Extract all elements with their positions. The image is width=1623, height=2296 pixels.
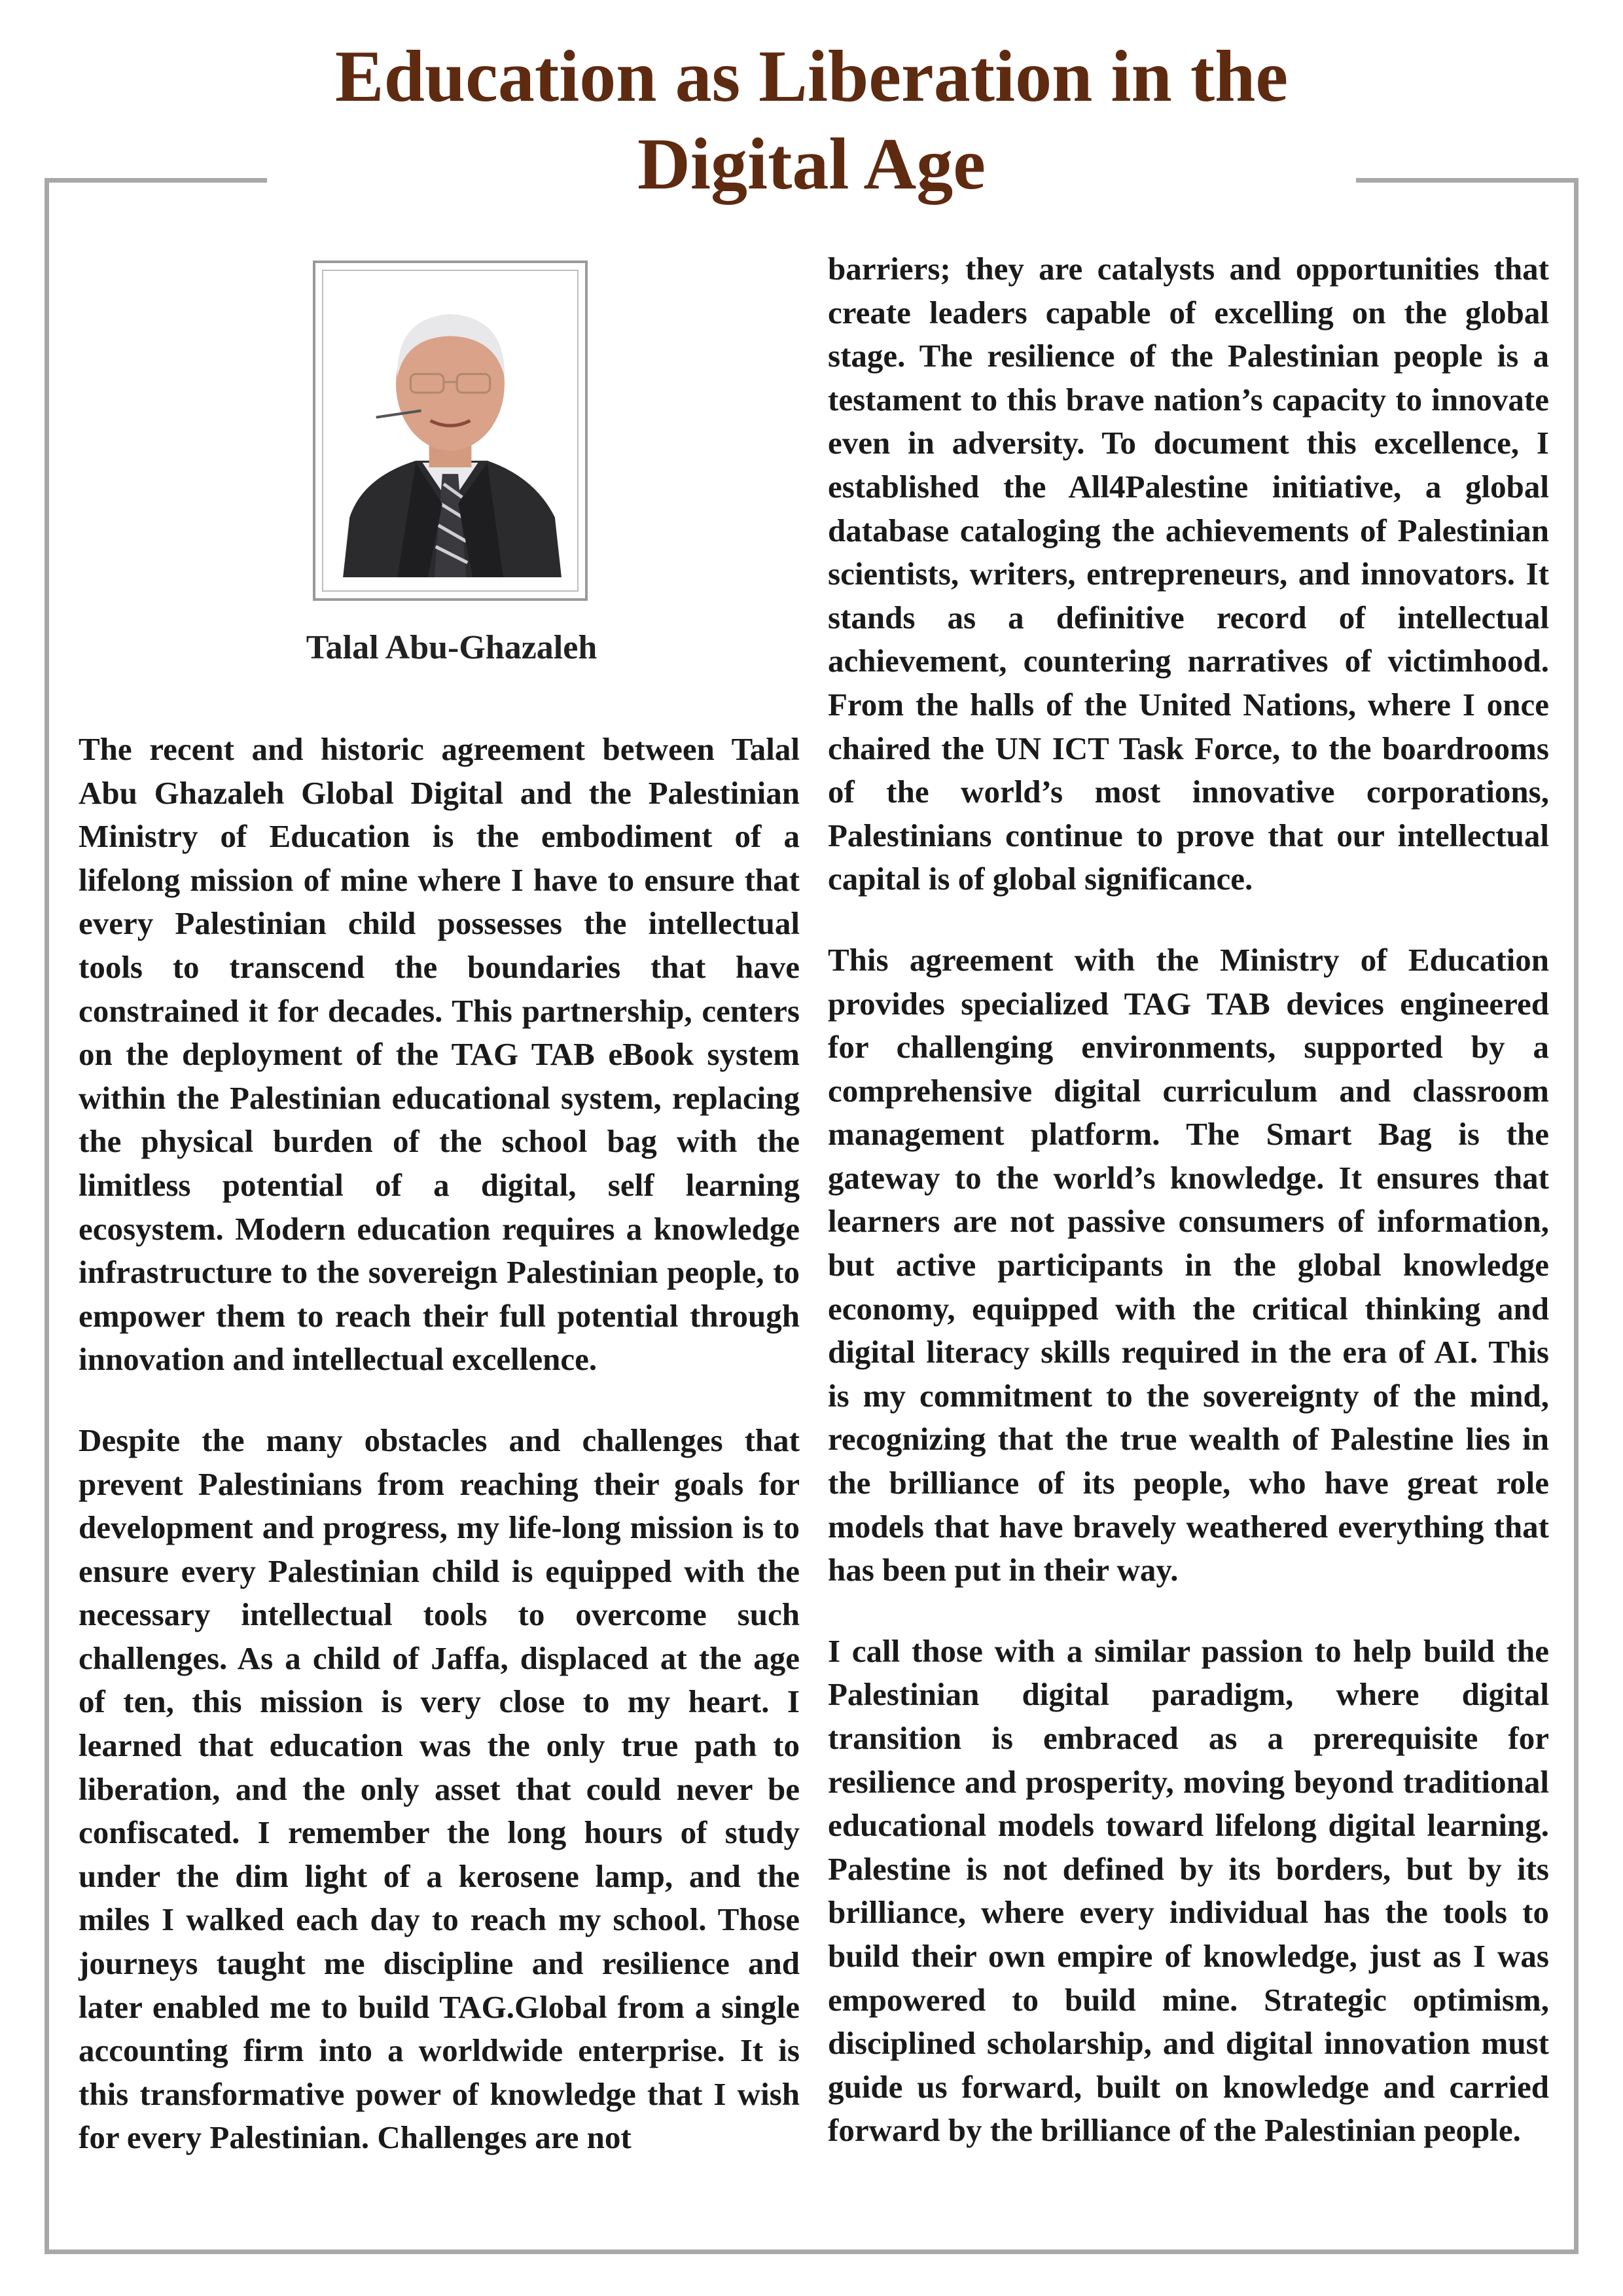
portrait-photo [336, 284, 564, 577]
paragraph: barriers; they are catalysts and opportunities that create leaders capable of excelling on the global stage. The resilience of the Palestinian people is a testament to this brave nation’s capacity to innovate even in adversity. To document this excellence, I established the All4Palestine initiative, a global database cataloging the achievements of Palestinian scientists, writers, entrepreneurs, and innovators. It stands as a definitive record of intellectual achievement, countering narratives of victimhood. From the halls of the United Nations, where I once chaired the UN ICT Task Force, to the boardrooms of the world’s most innovative corporations, Palestinians continue to prove that our intellectual capital is of global significance. [828, 251, 1549, 897]
page-border-top-right [1356, 178, 1578, 183]
paragraph: Despite the many obstacles and challenges that prevent Palestinians from reaching their goals for development and progress, my life-long mission is to ensure every Palestinian child is equipped with the necessary intellectual tools to overcome such challenges. As a child of Jaffa, displaced at the age of ten, this mission is very close to my heart. I learned that education was the only true path to liberation, and the only asset that could never be confiscated. I remember the long hours of study under the dim light of a kerosene lamp, and the miles I walked each day to reach my school. Those journeys taught me discipline and resilience and later enabled me to build TAG.Global from a single accounting firm into a worldwide enterprise. It is this transformative power of knowledge that I wish for every Palestinian. Challenges are not [79, 1422, 800, 2156]
portrait-caption: Talal Abu-Ghazaleh [306, 629, 597, 666]
paragraph: This agreement with the Ministry of Education provides specialized TAG TAB devices engineered for challenging environments, supported by a comprehensive digital curriculum and classroom management platform. The Smart Bag is the gateway to the world’s knowledge. It ensures that learners are not passive consumers of information, but active participants in the global knowledge economy, equipped with the critical thinking and digital literacy skills required in the era of AI. This is my commitment to the sovereignty of the mind, recognizing that the true wealth of Palestine lies in the brilliance of its people, who have great role models that have bravely weathered everything that has been put in their way. [828, 941, 1549, 1588]
paragraph: The recent and historic agreement between Talal Abu Ghazaleh Global Digital and the Palestinian Ministry of Education is the embodiment of a lifelong mission of mine where I have to ensure that every Palestinian child possesses the intellectual tools to transcend the boundaries that have constrained it for decades. This partnership, centers on the deployment of the TAG TAB eBook system within the Palestinian educational system, replacing the physical burden of the school bag with the limitless potential of a digital, self learning ecosystem. Modern education requires a knowledge infrastructure to the sovereign Palestinian people, to empower them to reach their full potential through innovation and intellectual excellence. [79, 731, 800, 1378]
portrait-inner [322, 270, 579, 592]
portrait-frame [313, 260, 588, 601]
left-column [79, 728, 800, 2160]
paragraph: I call those with a similar passion to help build the Palestinian digital paradigm, where digital transition is embraced as a prerequisite for resilience and prosperity, moving beyond traditional educational models toward lifelong digital learning. Palestine is not defined by its borders, but by its brilliance, where every individual has the tools to build their own empire of knowledge, just as I was empowered to build mine. Strategic optimism, disciplined scholarship, and digital innovation must guide us forward, built on knowledge and carried forward by the brilliance of the Palestinian people. [828, 1632, 1549, 2149]
right-column [828, 247, 1549, 2153]
title-line-1: Education as Liberation in the [334, 36, 1289, 117]
title-line-2: Digital Age [637, 124, 986, 205]
page-border-top-left [45, 178, 267, 183]
